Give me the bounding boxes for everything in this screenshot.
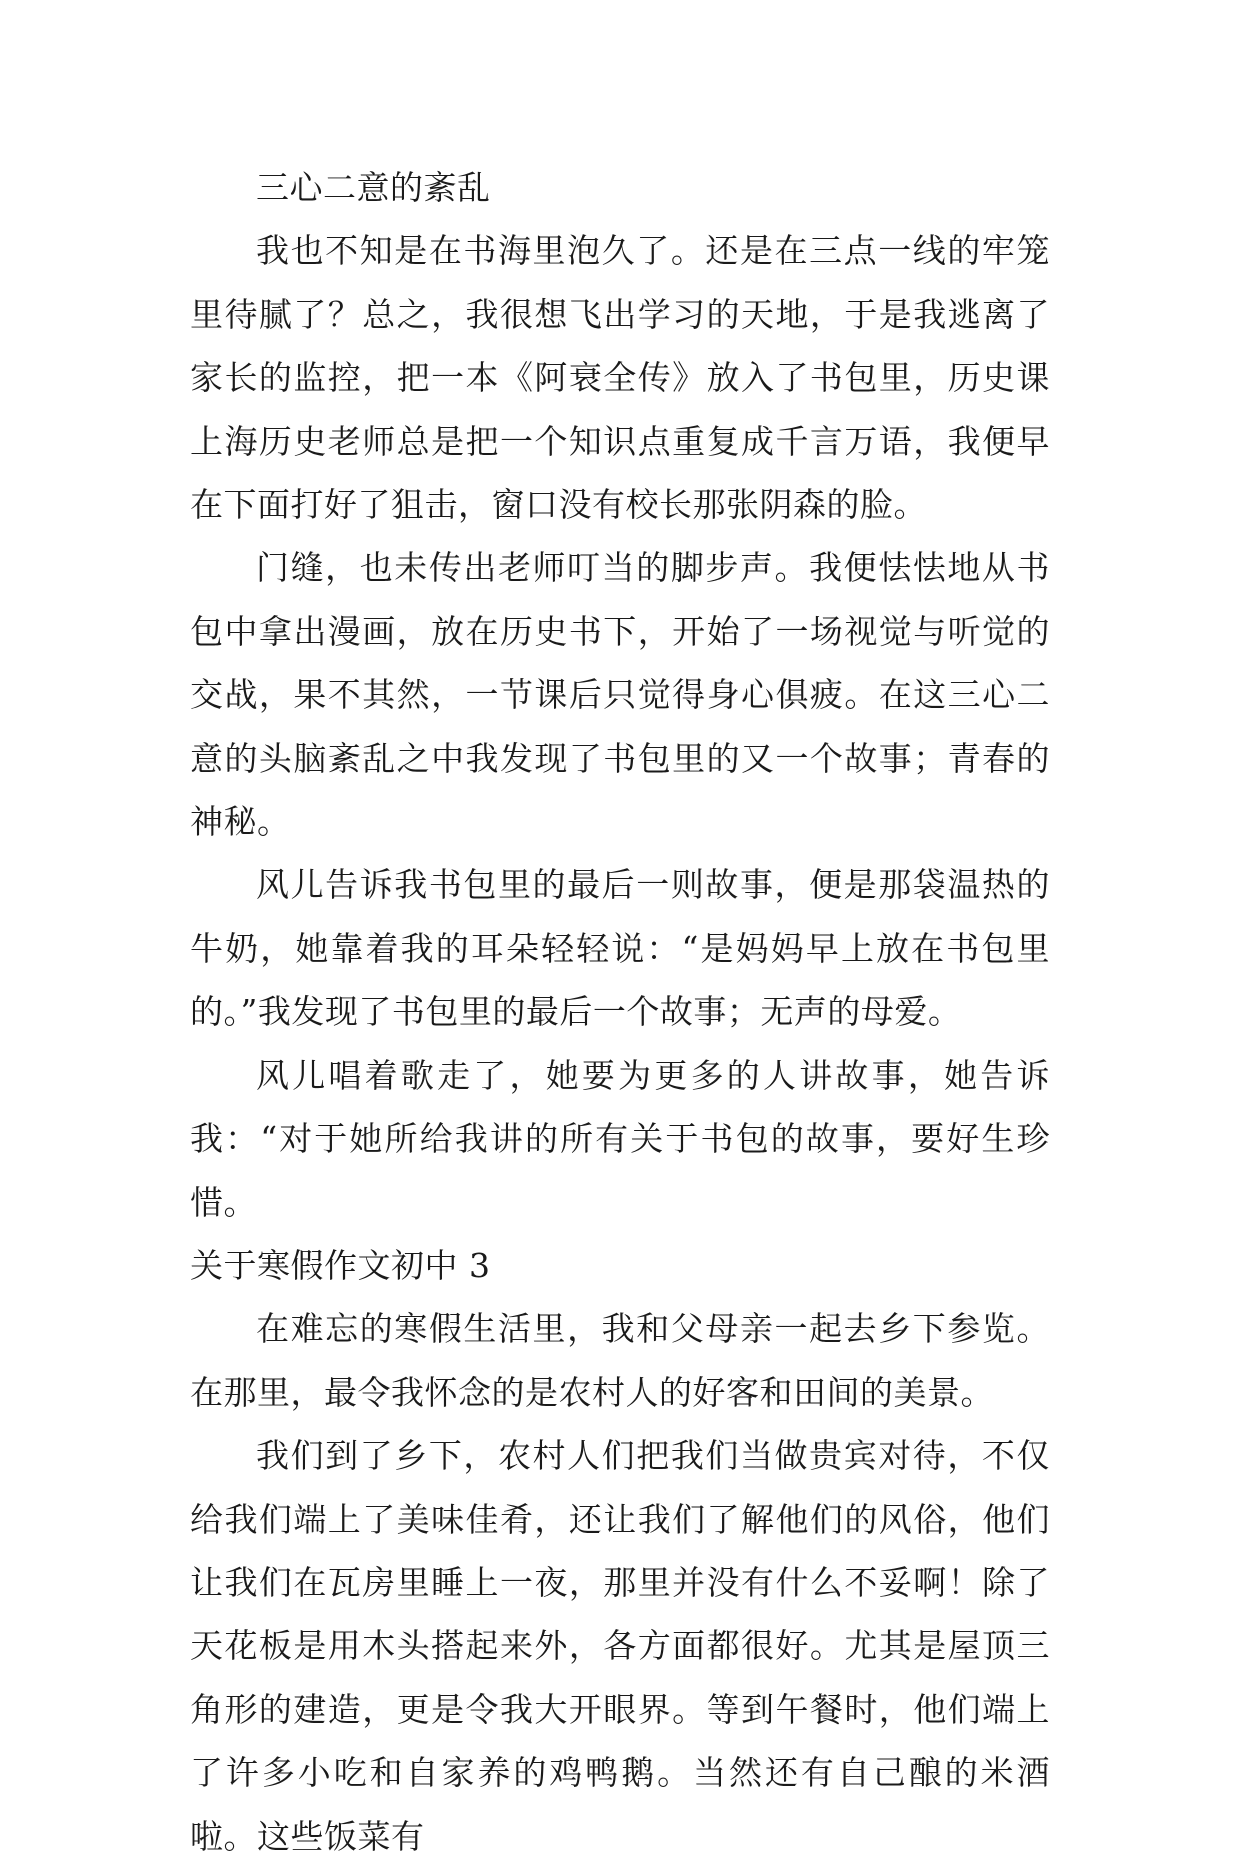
paragraph: 风儿唱着歌走了，她要为更多的人讲故事，她告诉我：“对于她所给我讲的所有关于书包的故事，要好生珍惜。 xyxy=(190,1055,1050,1222)
paragraph: 风儿告诉我书包里的最后一则故事，便是那袋温热的牛奶，她靠着我的耳朵轻轻说：“是妈妈早上放在书包里的。”我发现了书包里的最后一个故事；无声的母爱。 xyxy=(190,865,1050,1032)
section-heading: 关于寒假作文初中 3 xyxy=(190,1245,491,1285)
paragraph: 门缝，也未传出老师叮当的脚步声。我便怯怯地从书包中拿出漫画，放在历史书下，开始了一场视觉与听觉的交战，果不其然，一节课后只觉得身心俱疲。在这三心二意的头脑紊乱之中我发现了书包里的又一个故事；青春的神秘。 xyxy=(190,548,1050,842)
paragraph: 我们到了乡下，农村人们把我们当做贵宾对待，不仅给我们端上了美味佳肴，还让我们了解他们的风俗，他们让我们在瓦房里睡上一夜，那里并没有什么不妥啊！除了天花板是用木头搭起来外，各方面都很好。尤其是屋顶三角形的建造，更是令我大开眼界。等到午餐时，他们端上了许多小吃和自家养的鸡鸭鹅。当然还有自己酿的米酒啦。这些饭菜有 xyxy=(190,1436,1050,1856)
document-body xyxy=(190,156,1050,1868)
story-title: 三心二意的紊乱 xyxy=(256,168,491,207)
paragraph: 我也不知是在书海里泡久了。还是在三点一线的牢笼里待腻了？总之，我很想飞出学习的天地，于是我逃离了家长的监控，把一本《阿衰全传》放入了书包里，历史课上海历史老师总是把一个知识点重复成千言万语，我便早在下面打好了狙击，窗口没有校长那张阴森的脸。 xyxy=(190,231,1050,525)
paragraph: 在难忘的寒假生活里，我和父母亲一起去乡下参览。在那里，最令我怀念的是农村人的好客和田间的美景。 xyxy=(190,1309,1050,1412)
